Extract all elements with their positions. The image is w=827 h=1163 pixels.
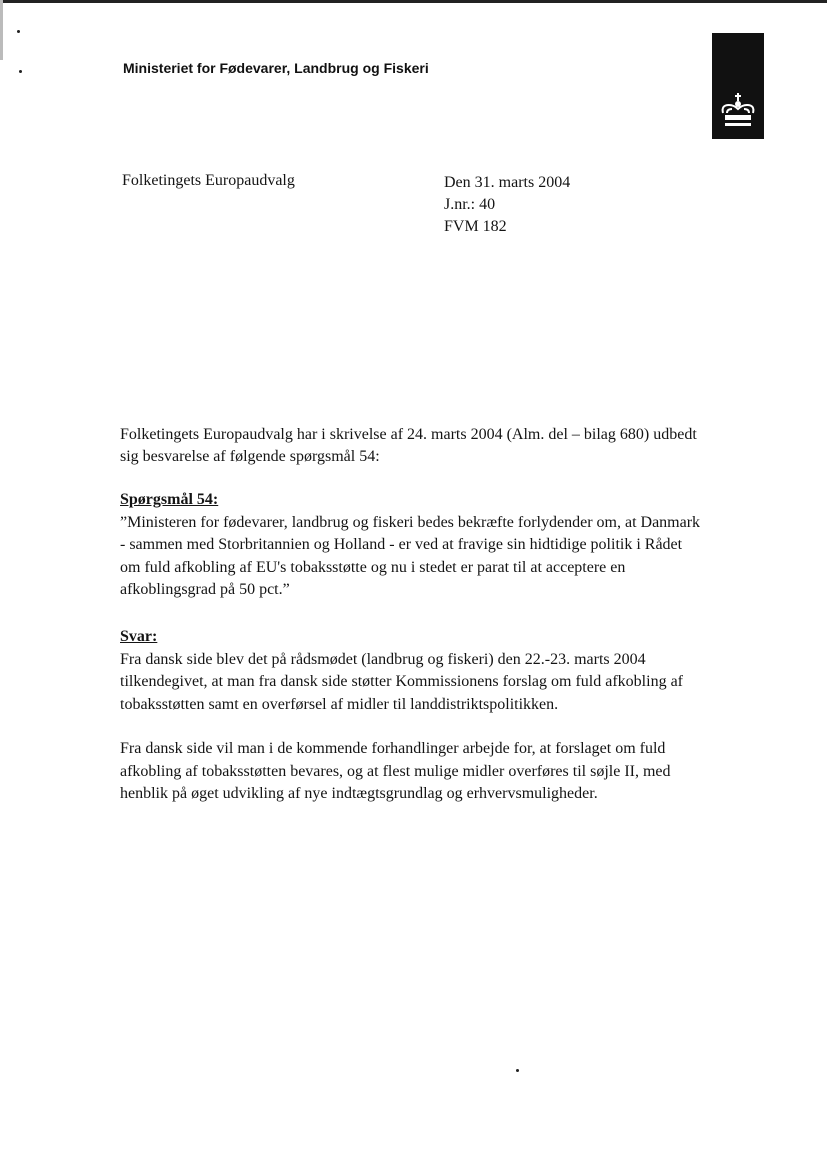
question-text: ”Ministeren for fødevarer, landbrug og fiskeri bedes bekræfte forlydender om, at Danmark - sammen med Storbritannien og Holland - er ved at fravige sin hidtidige politik i Rådet om fuld afkobling af EU's tobaksstøtte og nu i stedet er parat til at acceptere en afkoblingsgrad på 50 pct.”	[120, 513, 701, 598]
answer-paragraph: Fra dansk side blev det på rådsmødet (landbrug og fiskeri) den 22.-23. marts 2004 tilkendegivet, at man fra dansk side støtter Kommissionens forslag om fuld afkobling af tobaksstøtten samt en overførsel af midler til landdistriktspolitikken.	[120, 650, 683, 713]
question-section	[120, 489, 702, 602]
answer-heading: Svar:	[120, 628, 158, 645]
intro-paragraph: Folketingets Europaudvalg har i skrivelse af 24. marts 2004 (Alm. del – bilag 680) udbedt sig besvarelse af følgende spørgsmål 54:	[120, 426, 697, 465]
scan-speck	[19, 70, 22, 73]
question-heading: Spørgsmål 54:	[120, 491, 219, 508]
scan-speck	[17, 30, 20, 33]
answer-section	[120, 626, 702, 806]
ministry-name: Ministeriet for Fødevarer, Landbrug og Fiskeri	[123, 60, 429, 76]
recipient: Folketingets Europaudvalg	[122, 172, 295, 189]
crown-logo-icon	[717, 91, 759, 133]
reference-block	[444, 172, 570, 238]
scan-speck	[516, 1069, 519, 1072]
ministry-logo	[712, 33, 764, 139]
journal-number: J.nr.: 40	[444, 196, 496, 213]
answer-paragraph: Fra dansk side vil man i de kommende forhandlinger arbejde for, at forslaget om fuld afkobling af tobaksstøtten bevares, og at flest mulige midler overføres til søjle II, med henblik på øget udvikling af nye indtægtsgrundlag og erhvervsmuligheder.	[120, 740, 671, 802]
scan-edge-top	[0, 0, 827, 3]
scan-edge-left	[0, 0, 3, 60]
letter-date: Den 31. marts 2004	[444, 174, 571, 191]
fvm-number: FVM 182	[444, 218, 507, 235]
